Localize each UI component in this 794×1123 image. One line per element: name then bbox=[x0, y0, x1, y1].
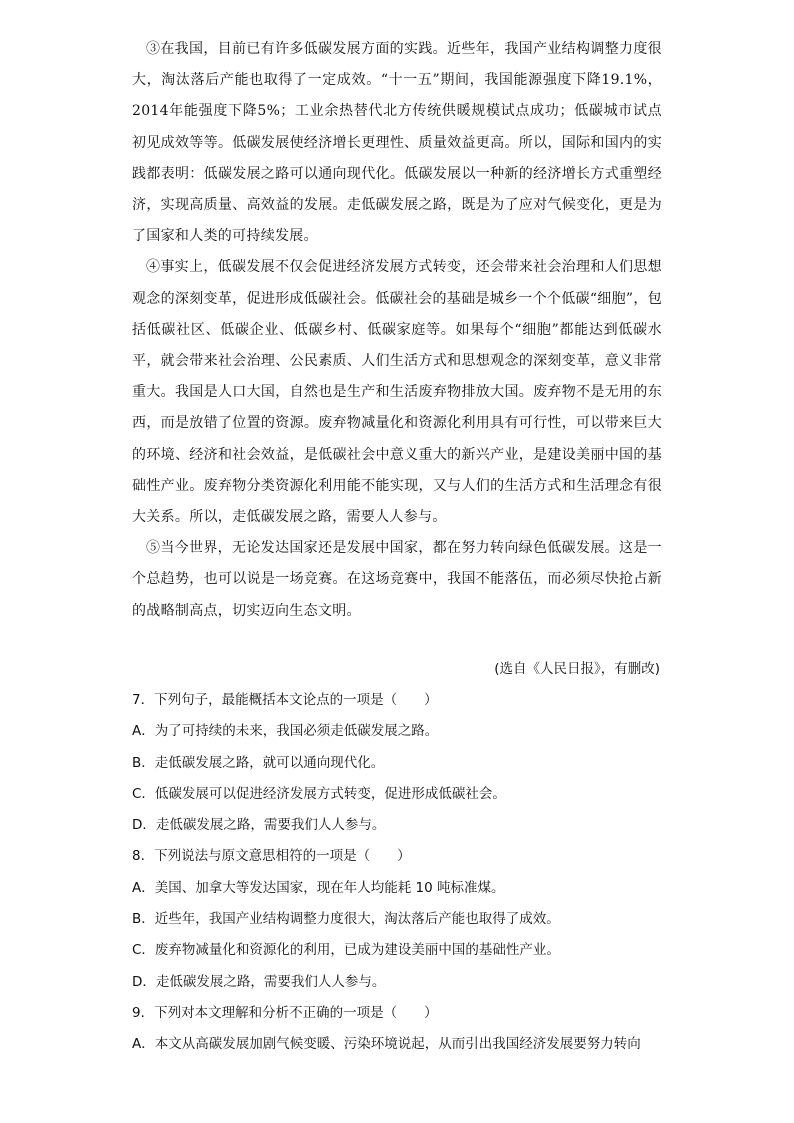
question-8-option-c: C．废弃物减量化和资源化的利用，已成为建设美丽中国的基础性产业。 bbox=[132, 942, 560, 959]
question-8-option-a: A．美国、加拿大等发达国家，现在年人均能耗 10 吨标准煤。 bbox=[132, 879, 505, 896]
question-8-option-d: D．走低碳发展之路，需要我们人人参与。 bbox=[132, 973, 386, 990]
question-8-option-b: B．近些年，我国产业结构调整力度很大，淘汰落后产能也取得了成效。 bbox=[132, 911, 560, 928]
question-7-option-b: B．走低碳发展之路，就可以通向现代化。 bbox=[132, 754, 385, 771]
question-9-stem: 9．下列对本文理解和分析不正确的一项是（ ） bbox=[132, 1004, 438, 1021]
question-7-stem: 7．下列句子，最能概括本文论点的一项是（ ） bbox=[132, 692, 438, 708]
question-7-option-a: A．为了可持续的未来，我国必须走低碳发展之路。 bbox=[132, 723, 439, 740]
paragraph-4: ④事实上，低碳发展不仅会促进经济发展方式转变，还会带来社会治理和人们思想观念的深刻变革，促进形成低碳社会。低碳社会的基础是城乡一个个低碳“细胞”，包括低碳社区、低碳企业、低碳乡村、低碳家庭等。如果每个“细胞”都能达到低碳水平，就会带来社会治理、公民素质、人们生活方式和思想观念的深刻变革，意义非常重大。我国是人口大国，自然也是生产和生活废弃物排放大国。废弃物不是无用的东西，而是放错了位置的资源。废弃物减量化和资源化利用具有可行性，可以带来巨大的环境、经济和社会效益，是低碳社会中意义重大的新兴产业，是建设美丽中国的基础性产业。废弃物分类资源化利用能不能实现，又与人们的生活方式和生活理念有很大关系。所以，走低碳发展之路，需要人人参与。 bbox=[132, 259, 662, 526]
reading-passage bbox=[132, 34, 662, 627]
paragraph-5: ⑤当今世界，无论发达国家还是发展中国家，都在努力转向绿色低碳发展。这是一个总趋势，也可以说是一场竞赛。在这场竞赛中，我国不能落伍，而必须尽快抢占新的战略制高点，切实迈向生态文明。 bbox=[132, 540, 662, 619]
paragraph-3: ③在我国，目前已有许多低碳发展方面的实践。近些年，我国产业结构调整力度很大，淘汰落后产能也取得了一定成效。“十一五”期间，我国能源强度下降19.1%，2014年能强度下降5%；工业余热替代北方传统供暖规模试点成功；低碳城市试点初见成效等等。低碳发展使经济增长更理性、质量效益更高。所以，国际和国内的实践都表明：低碳发展之路可以通向现代化。低碳发展以一种新的经济增长方式重塑经济，实现高质量、高效益的发展。走低碳发展之路，既是为了应对气候变化，更是为了国家和人类的可持续发展。 bbox=[132, 41, 662, 245]
question-8-stem: 8．下列说法与原文意思相符的一项是（ ） bbox=[132, 848, 411, 865]
question-9-option-a: A．本文从高碳发展加剧气候变暖、污染环境说起，从而引出我国经济发展要努力转向 bbox=[132, 1036, 641, 1053]
question-7-option-d: D．走低碳发展之路，需要我们人人参与。 bbox=[132, 817, 386, 834]
question-7-option-c: C．低碳发展可以促进经济发展方式转变，促进形成低碳社会。 bbox=[132, 785, 506, 802]
question-list bbox=[132, 685, 672, 1061]
source-citation: (选自《人民日报》，有删改) bbox=[494, 661, 660, 677]
